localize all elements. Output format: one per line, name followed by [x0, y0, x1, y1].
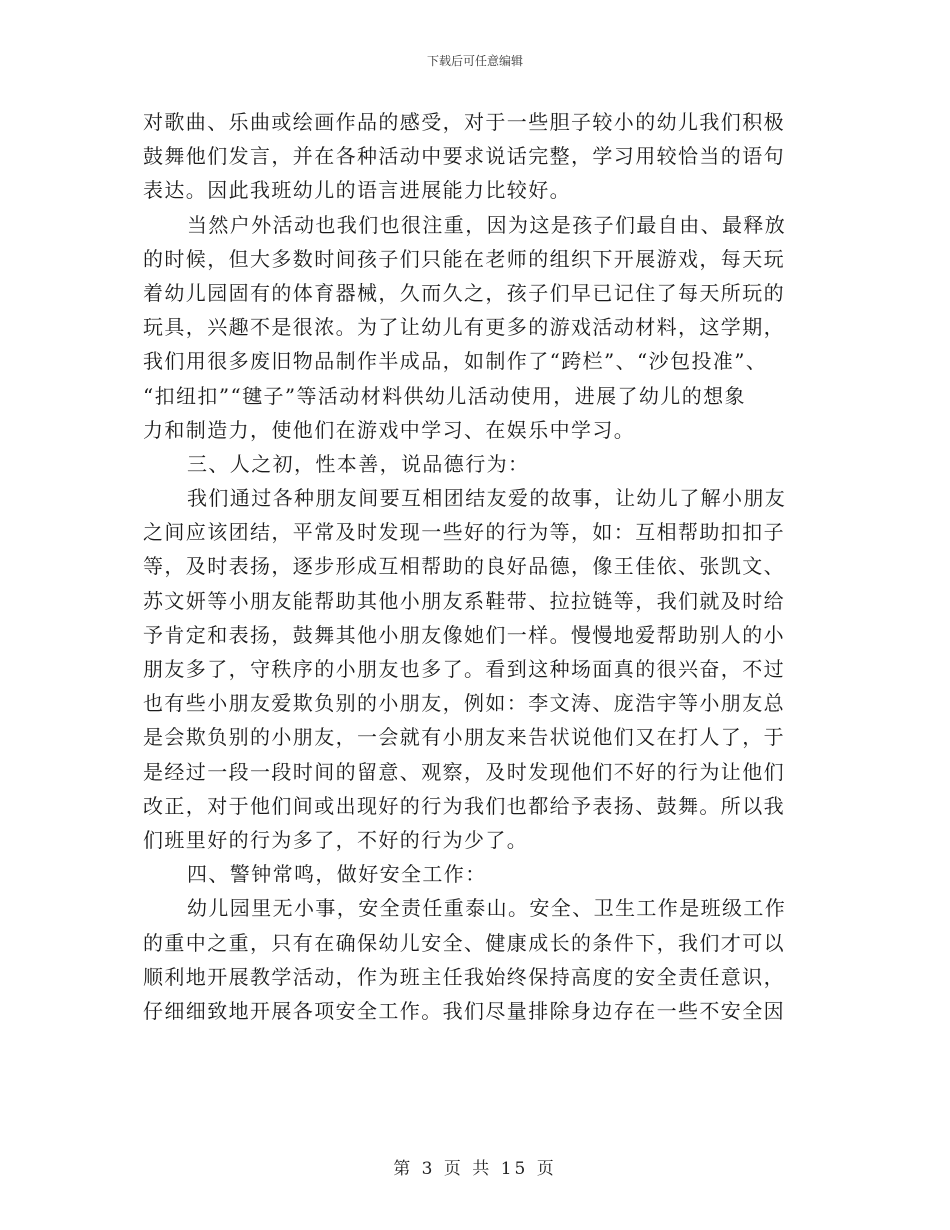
text-line: 力和制造力，使他们在游戏中学习、在娱乐中学习。 [143, 417, 636, 442]
text-line: 顺利地开展教学活动，作为班主任我始终保持高度的安全责任意识， [143, 964, 785, 989]
paragraph-start: 我们通过各种朋友间要互相团结友爱的故事，让幼儿了解小朋友 [187, 486, 787, 511]
text-line: 仔细细致地开展各项安全工作。我们尽量排除身边存在一些不安全因 [143, 998, 785, 1023]
text-line: 改正，对于他们间或出现好的行为我们也都给予表扬、鼓舞。所以我 [143, 793, 785, 818]
text-line: 的时候，但大多数时间孩子们只能在老师的组织下开展游戏，每天玩 [143, 246, 785, 271]
section-heading: 四、警钟常鸣，做好安全工作： [187, 862, 487, 887]
text-line: 们班里好的行为多了，不好的行为少了。 [143, 827, 529, 852]
text-line: 玩具，兴趣不是很浓。为了让幼儿有更多的游戏活动材料，这学期， [143, 315, 785, 340]
text-line: 我们用很多废旧物品制作半成品，如制作了“跨栏”、“沙包投准”、 [143, 349, 768, 374]
text-line: 予肯定和表扬，鼓舞其他小朋友像她们一样。慢慢地爱帮助别人的小 [143, 622, 785, 647]
text-line: 朋友多了，守秩序的小朋友也多了。看到这种场面真的很兴奋，不过 [143, 657, 785, 681]
text-line: 是会欺负别的小朋友，一会就有小朋友来告状说他们又在打人了，于 [143, 725, 785, 750]
text-line: 鼓舞他们发言，并在各种活动中要求说话完整，学习用较恰当的语句 [143, 144, 785, 169]
paragraph-start: 当然户外活动也我们也很注重，因为这是孩子们最自由、最释放 [187, 212, 787, 237]
text-line: 等，及时表扬，逐步形成互相帮助的良好品德，像王佳依、张凯文、 [143, 554, 785, 579]
text-line: 的重中之重，只有在确保幼儿安全、健康成长的条件下，我们才可以 [143, 930, 785, 955]
text-line: “扣纽扣”“毽子”等活动材料供幼儿活动使用，进展了幼儿的想象 [143, 383, 746, 408]
text-line: 对歌曲、乐曲或绘画作品的感受，对于一些胆子较小的幼儿我们积极 [143, 110, 785, 134]
section-heading: 三、人之初，性本善，说品德行为： [187, 451, 530, 476]
document-body [143, 105, 803, 1028]
paragraph-start: 幼儿园里无小事，安全责任重泰山。安全、卫生工作是班级工作 [187, 896, 787, 921]
text-line: 之间应该团结，平常及时发现一些好的行为等，如：互相帮助扣扣子 [143, 520, 785, 545]
text-line: 表达。因此我班幼儿的语言进展能力比较好。 [143, 178, 571, 203]
text-line: 着幼儿园固有的体育器械，久而久之，孩子们早已记住了每天所玩的 [143, 280, 785, 305]
text-line: 是经过一段一段时间的留意、观察，及时发现他们不好的行为让他们 [143, 759, 785, 784]
page-header: 下载后可任意编辑 [426, 54, 523, 68]
text-line: 苏文妍等小朋友能帮助其他小朋友系鞋带、拉拉链等，我们就及时给 [143, 588, 785, 613]
page-footer: 第 3 页 共 15 页 [393, 1159, 557, 1179]
text-line: 也有些小朋友爱欺负别的小朋友，例如：李文涛、庞浩宇等小朋友总 [143, 691, 785, 716]
